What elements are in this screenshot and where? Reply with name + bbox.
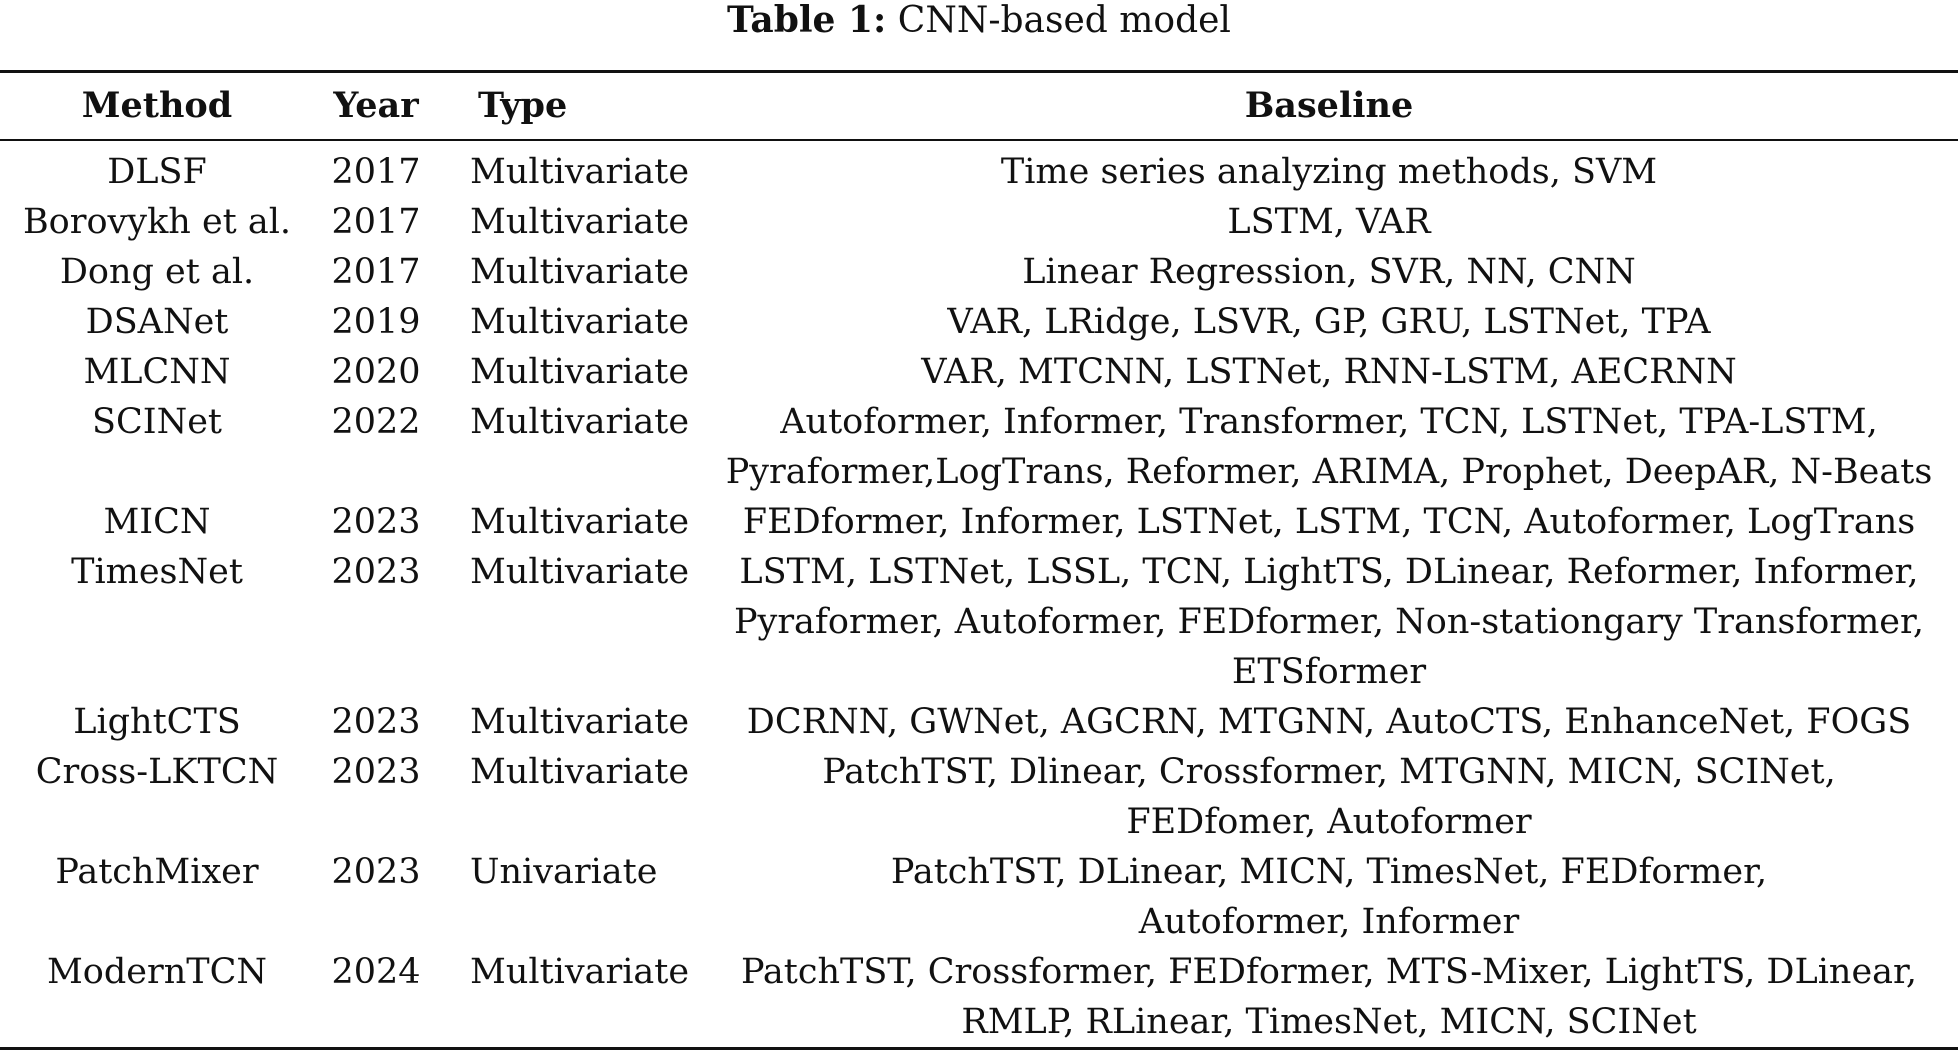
cell-method: Borovykh et al. (22, 202, 292, 242)
baseline-line: PatchTST, DLinear, MICN, TimesNet, FEDformer, (890, 852, 1768, 892)
cell-method: DSANet (85, 302, 229, 342)
baseline-line: Autoformer, Informer, Transformer, TCN, LSTNet, TPA-LSTM, (780, 402, 1878, 442)
table-row (0, 197, 1958, 247)
table-row (0, 347, 1958, 397)
header-year: Year (333, 85, 419, 126)
baseline-line: FEDformer, Informer, LSTNet, LSTM, TCN, Autoformer, LogTrans (742, 502, 1916, 542)
baseline-line: ETSformer (1231, 652, 1427, 692)
table-row (0, 297, 1958, 347)
baseline-line: RMLP, RLinear, TimesNet, MICN, SCINet (961, 1002, 1697, 1042)
cell-year: 2023 (331, 502, 421, 542)
table-row (0, 140, 1958, 197)
cell-baseline (700, 140, 1958, 197)
cell-baseline (700, 347, 1958, 397)
table-row (0, 947, 1958, 1049)
cell-type: Multivariate (470, 702, 690, 742)
cell-type: Multivariate (470, 252, 690, 292)
cell-baseline (700, 397, 1958, 497)
cell-type: Multivariate (470, 952, 690, 992)
baseline-line: PatchTST, Dlinear, Crossformer, MTGNN, MICN, SCINet, (822, 752, 1836, 792)
table-row (0, 847, 1958, 947)
baseline-line: Autoformer, Informer (1138, 902, 1520, 942)
table-row (0, 497, 1958, 547)
cell-year: 2023 (331, 702, 421, 742)
cell-method: TimesNet (71, 552, 243, 592)
cell-type: Multivariate (470, 752, 690, 792)
header-baseline: Baseline (1244, 85, 1414, 126)
cell-type: Multivariate (470, 202, 690, 242)
cell-baseline (700, 947, 1958, 1049)
cell-baseline (700, 497, 1958, 547)
cell-type: Multivariate (470, 302, 690, 342)
cell-baseline (700, 697, 1958, 747)
cell-baseline (700, 297, 1958, 347)
table-row (0, 547, 1958, 697)
table-caption (0, 0, 1958, 41)
cell-method: MLCNN (83, 352, 231, 392)
cell-type: Multivariate (470, 402, 690, 442)
table-row (0, 697, 1958, 747)
baseline-line: Pyraformer,LogTrans, Reformer, ARIMA, Prophet, DeepAR, N-Beats (725, 452, 1933, 492)
baseline-line: Time series analyzing methods, SVM (1000, 152, 1658, 192)
baseline-line: VAR, MTCNN, LSTNet, RNN-LSTM, AECRNN (921, 352, 1737, 392)
cnn-model-table (0, 70, 1958, 1050)
table-row (0, 747, 1958, 847)
table-row (0, 247, 1958, 297)
cell-year: 2017 (331, 202, 421, 242)
baseline-line: PatchTST, Crossformer, FEDformer, MTS-Mixer, LightTS, DLinear, (740, 952, 1918, 992)
header-method: Method (81, 85, 233, 126)
cell-year: 2017 (331, 152, 421, 192)
cell-method: Dong et al. (59, 252, 255, 292)
cell-method: SCINet (92, 402, 222, 442)
cell-type: Multivariate (470, 152, 690, 192)
cell-year: 2023 (331, 852, 421, 892)
baseline-line: FEDfomer, Autoformer (1126, 802, 1532, 842)
baseline-line: Linear Regression, SVR, NN, CNN (1022, 252, 1636, 292)
cell-type: Multivariate (470, 352, 690, 392)
cell-type: Multivariate (470, 502, 690, 542)
caption-label: Table 1: (727, 0, 887, 41)
cell-method: MICN (103, 502, 211, 542)
cell-baseline (700, 197, 1958, 247)
cell-year: 2023 (331, 552, 421, 592)
cell-method: PatchMixer (55, 852, 259, 892)
header-type: Type (478, 85, 568, 126)
cell-year: 2024 (331, 952, 421, 992)
baseline-line: Pyraformer, Autoformer, FEDformer, Non-stationgary Transformer, (734, 602, 1924, 642)
cell-type: Multivariate (470, 552, 690, 592)
cell-type: Univariate (470, 852, 658, 892)
cell-method: Cross-LKTCN (35, 752, 279, 792)
baseline-line: LSTM, LSTNet, LSSL, TCN, LightTS, DLinear, Reformer, Informer, (739, 552, 1919, 592)
cell-method: DLSF (107, 152, 207, 192)
caption-text: CNN-based model (897, 0, 1231, 41)
table-row (0, 397, 1958, 497)
cell-method: ModernTCN (46, 952, 268, 992)
cell-year: 2022 (331, 402, 421, 442)
baseline-line: VAR, LRidge, LSVR, GP, GRU, LSTNet, TPA (947, 302, 1711, 342)
cell-method: LightCTS (73, 702, 241, 742)
table-body (0, 140, 1958, 1049)
cell-year: 2017 (331, 252, 421, 292)
cell-year: 2023 (331, 752, 421, 792)
cell-year: 2019 (331, 302, 421, 342)
cell-baseline (700, 747, 1958, 847)
table-header-row (0, 72, 1958, 141)
cell-year: 2020 (331, 352, 421, 392)
cell-baseline (700, 547, 1958, 697)
baseline-line: LSTM, VAR (1227, 202, 1431, 242)
baseline-line: DCRNN, GWNet, AGCRN, MTGNN, AutoCTS, EnhanceNet, FOGS (746, 702, 1912, 742)
cell-baseline (700, 247, 1958, 297)
cell-baseline (700, 847, 1958, 947)
